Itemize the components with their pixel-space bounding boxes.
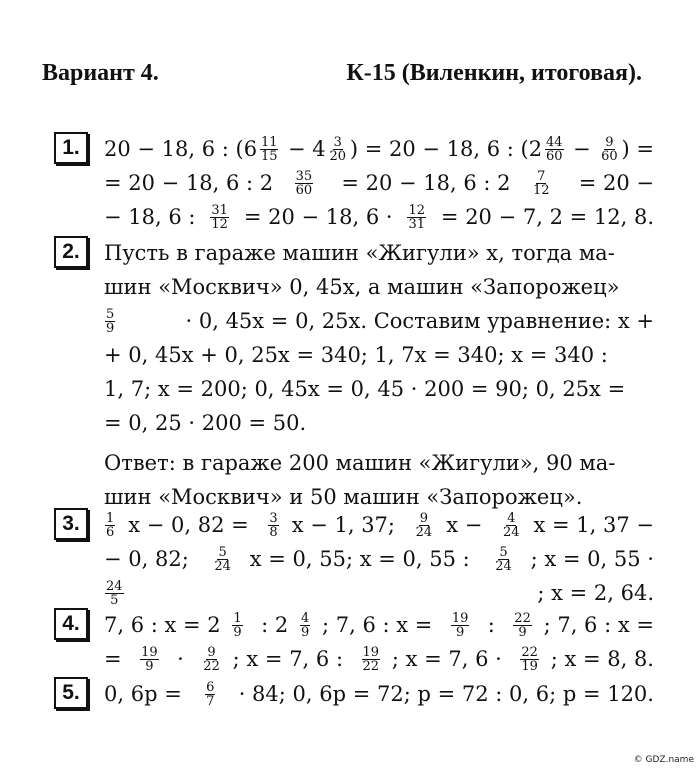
text-segment: Ответ: в гараже 200 машин «Жигули», 90 ма-	[104, 451, 616, 475]
text-segment: − 18, 6 :	[104, 205, 203, 229]
equation-line	[104, 608, 654, 642]
equation-line	[104, 508, 654, 542]
equation-line	[104, 642, 654, 676]
problem-5	[54, 677, 654, 711]
text-segment: 20 − 18, 6 : (6	[104, 137, 258, 161]
text-segment: 1, 7; x = 200; 0, 45x = 0, 45 · 200 = 90; 0, 25x =	[104, 377, 626, 401]
equation-line	[104, 132, 654, 166]
text-segment: :	[481, 613, 502, 637]
problem-2	[54, 236, 654, 514]
text-segment: = 20 − 18, 6 ·	[237, 205, 400, 229]
fraction: $\frac{11}{15}$	[260, 134, 278, 164]
fraction: $\frac{12}{31}$	[408, 202, 426, 232]
text-segment: = 0, 25 · 200 = 50.	[104, 411, 307, 435]
equation-line	[104, 446, 654, 480]
text-segment: ; 7, 6 : x =	[322, 613, 440, 637]
text-segment: ; x = 0, 55 ·	[530, 547, 654, 571]
fraction: $\frac{19}{22}$	[362, 644, 380, 674]
text-segment: − 0, 82;	[104, 547, 196, 571]
text-segment: + 0, 45x + 0, 25x = 340; 1, 7x = 340; x = 340 :	[104, 343, 608, 367]
text-segment: шин «Москвич» и 50 машин «Запорожец».	[104, 485, 583, 509]
problem-number: 4.	[54, 608, 88, 640]
text-segment: = 20 − 18, 6 : 2	[334, 171, 511, 195]
text-segment: шин «Москвич» 0, 45x, а машин «Запорожец»	[104, 275, 620, 299]
fraction: $\frac{3}{8}$	[269, 510, 278, 540]
problem-number: 2.	[54, 236, 88, 268]
text-segment: ) =	[621, 137, 654, 161]
text-segment: : 2	[254, 613, 289, 637]
fraction: $\frac{5}{24}$	[495, 544, 512, 574]
text-segment: x − 0, 82 =	[128, 513, 256, 537]
text-segment: x = 1, 37 −	[533, 513, 654, 537]
fraction: $\frac{4}{24}$	[502, 510, 520, 540]
fraction: $\frac{22}{9}$	[514, 610, 531, 640]
text-segment: x −	[446, 513, 489, 537]
problem-number: 1.	[54, 132, 88, 164]
fraction: $\frac{5}{9}$	[106, 306, 115, 336]
text-segment: −	[566, 137, 598, 161]
text-segment: ·	[170, 647, 191, 671]
equation-line	[104, 270, 654, 304]
text-segment: =	[104, 647, 129, 671]
fraction: $\frac{3}{20}$	[329, 134, 347, 164]
text-segment: = 20 − 18, 6 : 2	[104, 171, 274, 195]
fraction: $\frac{6}{7}$	[206, 679, 215, 709]
fraction: $\frac{19}{9}$	[141, 644, 158, 674]
fraction: $\frac{31}{12}$	[211, 202, 228, 232]
equation-line	[104, 406, 654, 440]
text-segment: 7, 6 : x = 2	[104, 613, 221, 637]
fraction: $\frac{35}{60}$	[295, 168, 313, 198]
problem-number: 5.	[54, 677, 88, 709]
equation-line	[104, 576, 654, 610]
fraction: $\frac{9}{22}$	[203, 644, 220, 674]
text-segment: ; x = 7, 6 ·	[391, 647, 509, 671]
watermark: © GDZ.name	[633, 755, 694, 765]
equation-line	[104, 200, 654, 234]
text-segment: · 84; 0, 6p = 72; p = 72 : 0, 6; p = 120.	[232, 682, 654, 706]
fraction: $\frac{44}{60}$	[545, 134, 563, 164]
text-segment: Пусть в гараже машин «Жигули» x, тогда ма-	[104, 241, 615, 265]
equation-line	[104, 236, 654, 270]
fraction: $\frac{19}{9}$	[451, 610, 469, 640]
text-segment: = 20 −	[572, 171, 654, 195]
problem-3	[54, 508, 654, 610]
problem-4	[54, 608, 654, 676]
fraction: $\frac{9}{60}$	[601, 134, 618, 164]
text-segment: 0, 6p =	[104, 682, 189, 706]
equation-line	[104, 304, 654, 338]
text-segment: ; 7, 6 : x =	[543, 613, 654, 637]
fraction: $\frac{4}{9}$	[300, 610, 310, 640]
equation-line	[104, 338, 654, 372]
fraction: $\frac{9}{24}$	[415, 510, 433, 540]
text-segment: ; x = 2, 64.	[537, 581, 654, 605]
fraction: $\frac{24}{5}$	[106, 578, 123, 608]
text-segment: x − 1, 37;	[291, 513, 402, 537]
problem-number: 3.	[54, 508, 88, 540]
equation-line	[104, 166, 654, 200]
text-segment: · 0, 45x = 0, 25x. Составим уравнение: x +	[178, 309, 654, 333]
text-segment: ) = 20 − 18, 6 : (2	[349, 137, 543, 161]
text-segment: ; x = 8, 8.	[550, 647, 654, 671]
text-segment: − 4	[281, 137, 326, 161]
fraction: $\frac{5}{24}$	[214, 544, 231, 574]
fraction: $\frac{22}{19}$	[521, 644, 538, 674]
problem-1	[54, 132, 654, 234]
variant-heading: Вариант 4.	[42, 60, 159, 86]
text-segment: x = 0, 55; x = 0, 55 :	[249, 547, 477, 571]
equation-line	[104, 542, 654, 576]
fraction: $\frac{1}{6}$	[106, 510, 115, 540]
fraction: $\frac{1}{9}$	[233, 610, 242, 640]
equation-line	[104, 372, 654, 406]
text-segment: = 20 − 7, 2 = 12, 8.	[434, 205, 654, 229]
test-title: К-15 (Виленкин, итоговая).	[346, 60, 642, 86]
equation-line	[104, 677, 654, 711]
fraction: $\frac{7}{12}$	[533, 168, 550, 198]
text-segment: ; x = 7, 6 :	[232, 647, 350, 671]
